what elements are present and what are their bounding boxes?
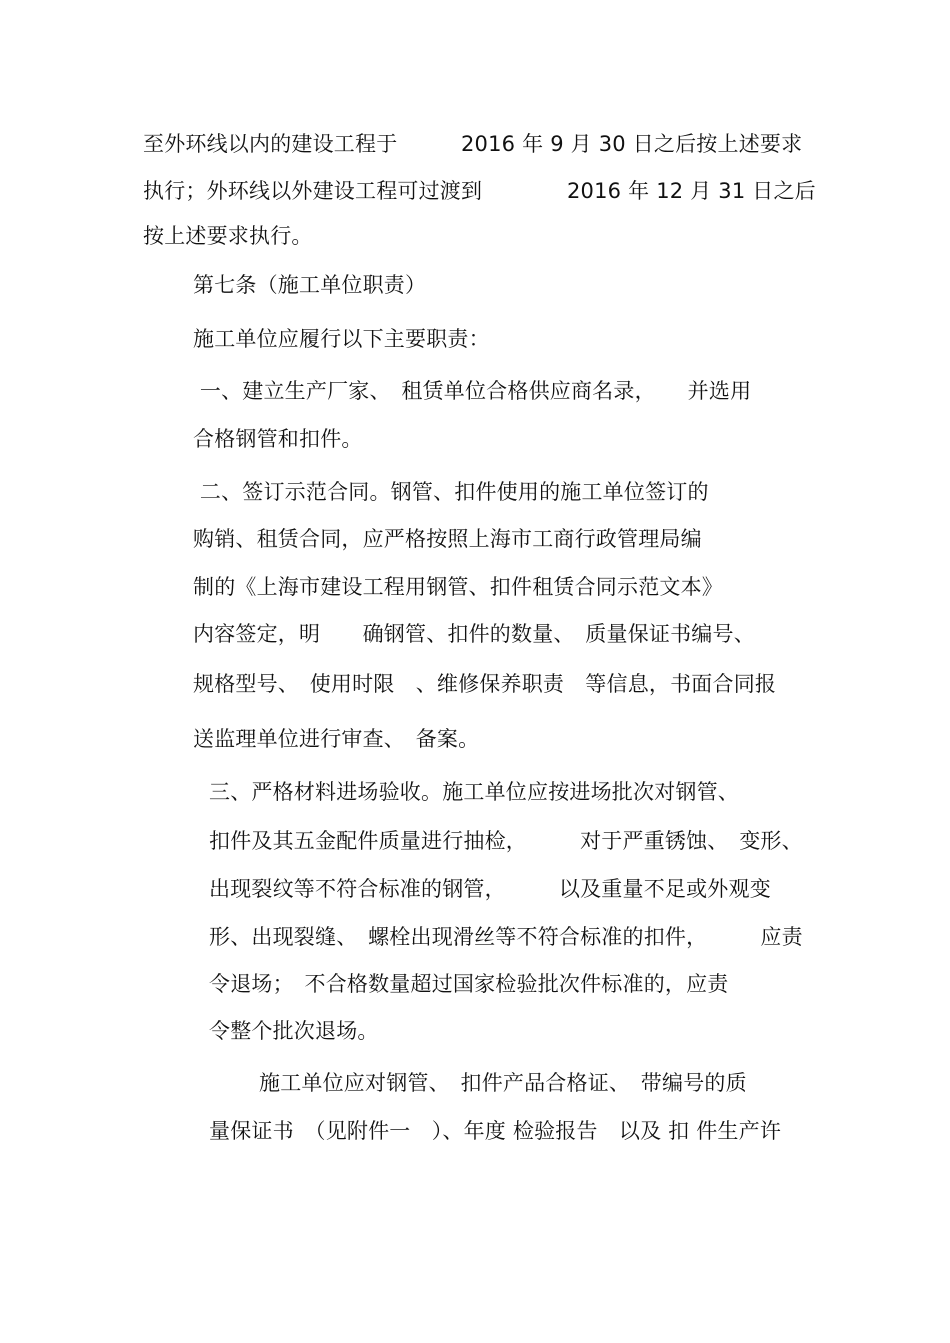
text-line: 令整个批次退场。 [209, 1019, 379, 1043]
text-line: 施工单位应对钢管、 扣件产品合格证、 带编号的质 [259, 1071, 747, 1095]
list-item: 三、严格材料进场验收。施工单位应按进场批次对钢管、 [209, 780, 739, 804]
text-line: 制的《上海市建设工程用钢管、扣件租赁合同示范文本》 [193, 575, 723, 599]
text-line: 令退场； 不合格数量超过国家检验批次件标准的，应责 [209, 972, 729, 996]
text-line: 送监理单位进行审查、 备案。 [193, 727, 480, 751]
text-line: 形、出现裂缝、 螺栓出现滑丝等不符合标准的扣件， 应责 [209, 925, 803, 949]
list-item: 一、建立生产厂家、 租赁单位合格供应商名录， 并选用 [193, 379, 752, 403]
text-line: 内容签定，明 确钢管、扣件的数量、 质量保证书编号、 [193, 622, 755, 646]
text-line: 扣件及其五金配件质量进行抽检， 对于严重锈蚀、 变形、 [209, 829, 803, 853]
text-line: 按上述要求执行。 [143, 224, 313, 248]
text-line: 执行；外环线以外建设工程可过渡到 2016 年 12 月 31 日之后 [143, 179, 816, 203]
text-line: 施工单位应履行以下主要职责： [193, 327, 490, 351]
text-line: 至外环线以内的建设工程于 2016 年 9 月 30 日之后按上述要求 [143, 132, 803, 156]
list-item: 二、签订示范合同。钢管、扣件使用的施工单位签订的 [193, 480, 709, 504]
text-line: 规格型号、 使用时限 、维修保养职责 等信息，书面合同报 [193, 672, 777, 696]
section-heading: 第七条（施工单位职责） [193, 273, 427, 297]
text-line: 量保证书 （见附件一 ）、年度 检验报告 以及 扣 件生产许 [209, 1119, 782, 1143]
text-line: 购销、租赁合同，应严格按照上海市工商行政管理局编 [193, 527, 702, 551]
text-line: 出现裂纹等不符合标准的钢管， 以及重量不足或外观变 [209, 877, 771, 901]
text-line: 合格钢管和扣件。 [193, 427, 363, 451]
